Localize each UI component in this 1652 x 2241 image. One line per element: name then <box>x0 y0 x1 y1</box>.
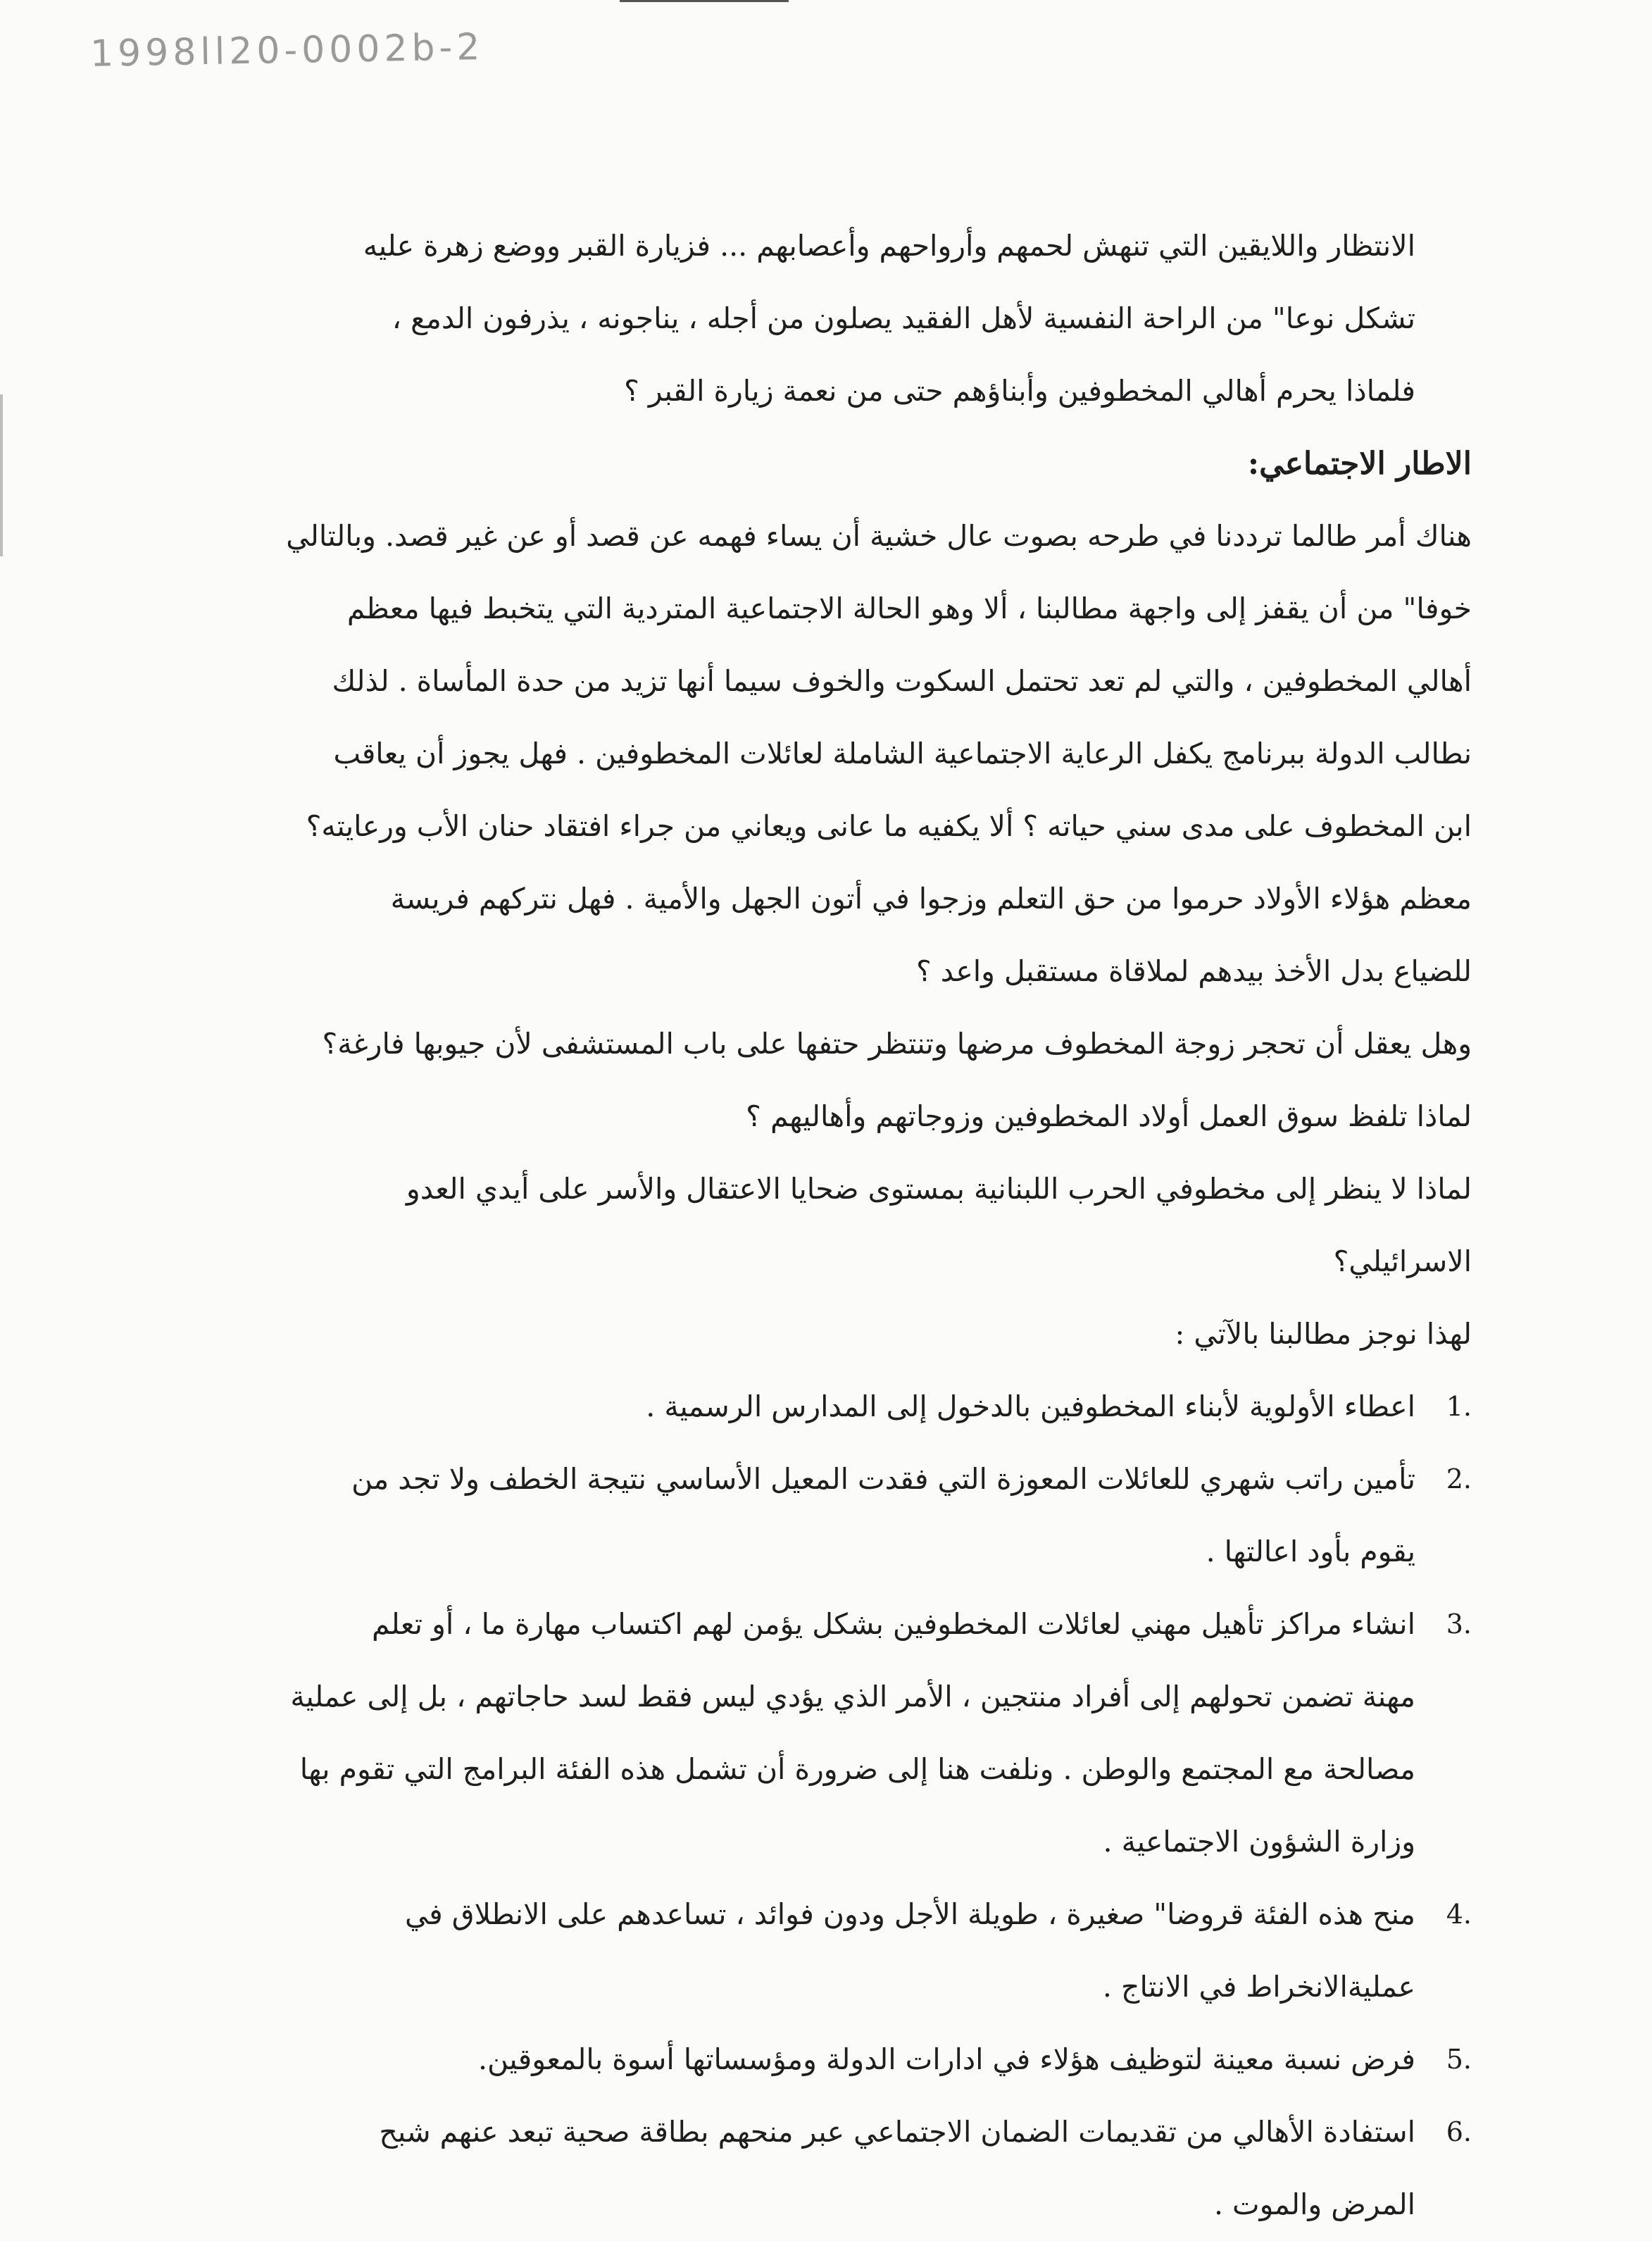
text-line: اعطاء الأولوية لأبناء المخطوفين بالدخول إلى المدارس الرسمية . <box>646 1390 1415 1423</box>
text-line: لهذا نوجز مطالبنا بالآتي : <box>1175 1317 1472 1351</box>
section-heading: الاطار الاجتماعي: <box>1247 446 1472 482</box>
text-line: انشاء مراكز تأهيل مهني لعائلات المخطوفين بشكل يؤمن لهم اكتساب مهارة ما ، أو تعلم <box>372 1607 1415 1641</box>
top-edge-mark <box>620 0 789 2</box>
list-item <box>303 1878 1472 2023</box>
text-line: خوفا" من أن يقفز إلى واجهة مطالبنا ، ألا وهو الحالة الاجتماعية المتردية التي يتخبط فيها معظم <box>346 592 1472 625</box>
list-item-number: 3. <box>1446 1609 1472 1640</box>
text-line: استفادة الأهالي من تقديمات الضمان الاجتماعي عبر منحهم بطاقة صحية تبعد عنهم شبح <box>379 2115 1415 2149</box>
list-item <box>303 2023 1472 2096</box>
text-line: مهنة تضمن تحولهم إلى أفراد منتجين ، الأمر الذي يؤدي ليس فقط لسد حاجاتهم ، بل إلى عملية <box>290 1680 1415 1713</box>
text-line: يقوم بأود اعالتها . <box>1206 1535 1415 1568</box>
text-line: عمليةالانخراط في الانتاج . <box>1102 1970 1415 2004</box>
text-line: فلماذا يحرم أهالي المخطوفين وأبناؤهم حتى من نعمة زيارة القبر ؟ <box>624 374 1415 408</box>
text-line: للضياع بدل الأخذ بيدهم لملاقاة مستقبل واعد ؟ <box>916 954 1472 988</box>
text-line: هناك أمر طالما ترددنا في طرحه بصوت عال خشية أن يساء فهمه عن قصد أو عن غير قصد. وبالتالي <box>286 519 1472 553</box>
list-item <box>303 1371 1472 1443</box>
list-item-number: 2. <box>1446 1463 1472 1494</box>
document-body <box>286 210 1472 2241</box>
text-line: وهل يعقل أن تحجر زوجة المخطوف مرضها وتنتظر حتفها على باب المستشفى لأن جيوبها فارغة؟ <box>322 1027 1472 1061</box>
text-line: منح هذه الفئة قروضا" صغيرة ، طويلة الأجل ودون فوائد ، تساعدهم على الانطلاق في <box>404 1897 1415 1931</box>
text-line: الانتظار واللايقين التي تنهش لحمهم وأرواحهم وأعصابهم ... فزيارة القبر ووضع زهرة عليه <box>363 229 1415 263</box>
binding-edge-mark <box>0 394 3 556</box>
text-line: معظم هؤلاء الأولاد حرموا من حق التعلم وزجوا في أتون الجهل والأمية . فهل نتركهم فريسة <box>390 882 1472 916</box>
list-item-number: 1. <box>1446 1391 1472 1422</box>
list-item <box>290 1588 1472 1878</box>
text-line: أهالي المخطوفين ، والتي لم تعد تحتمل السكوت والخوف سيما أنها تزيد من حدة المأساة . لذلك <box>332 664 1472 698</box>
text-line: لماذا تلفظ سوق العمل أولاد المخطوفين وزوجاتهم وأهاليهم ؟ <box>746 1099 1472 1133</box>
social-framework-paragraph <box>286 500 1472 1371</box>
list-item-number: 4. <box>1446 1899 1472 1930</box>
archive-number-stamp: 1998ll20-0002b-2 <box>89 26 484 75</box>
list-item-number: 6. <box>1446 2116 1472 2147</box>
text-line: المرض والموت . <box>1213 2187 1415 2221</box>
text-line: نطالب الدولة ببرنامج يكفل الرعاية الاجتماعية الشاملة لعائلات المخطوفين . فهل يجوز أن يعاقب <box>333 737 1472 770</box>
text-line: الاسرائيلي؟ <box>1333 1244 1472 1278</box>
demands-list <box>290 1371 1472 2241</box>
text-line: ابن المخطوف على مدى سني حياته ؟ ألا يكفيه ما عانى ويعاني من جراء افتقاد حنان الأب ورعايته؟ <box>306 809 1472 843</box>
text-line: فرض نسبة معينة لتوظيف هؤلاء في ادارات الدولة ومؤسساتها أسوة بالمعوقين. <box>478 2042 1415 2076</box>
text-line: تشكل نوعا" من الراحة النفسية لأهل الفقيد يصلون من أجله ، يناجونه ، يذرفون الدمع ، <box>392 301 1415 335</box>
text-line: تأمين راتب شهري للعائلات المعوزة التي فقدت المعيل الأساسي نتيجة الخطف ولا تجد من <box>351 1462 1415 1496</box>
text-line: وزارة الشؤون الاجتماعية . <box>1103 1825 1415 1859</box>
text-line: لماذا لا ينظر إلى مخطوفي الحرب اللبنانية بمستوى ضحايا الاعتقال والأسر على أيدي العدو <box>406 1172 1472 1206</box>
list-item <box>303 2096 1472 2241</box>
list-item-number: 5. <box>1446 2044 1472 2075</box>
text-line: مصالحة مع المجتمع والوطن . ونلفت هنا إلى ضرورة أن تشمل هذه الفئة البرامج التي تقوم بها <box>299 1752 1415 1786</box>
list-item <box>303 1443 1472 1588</box>
intro-paragraph <box>303 210 1472 427</box>
